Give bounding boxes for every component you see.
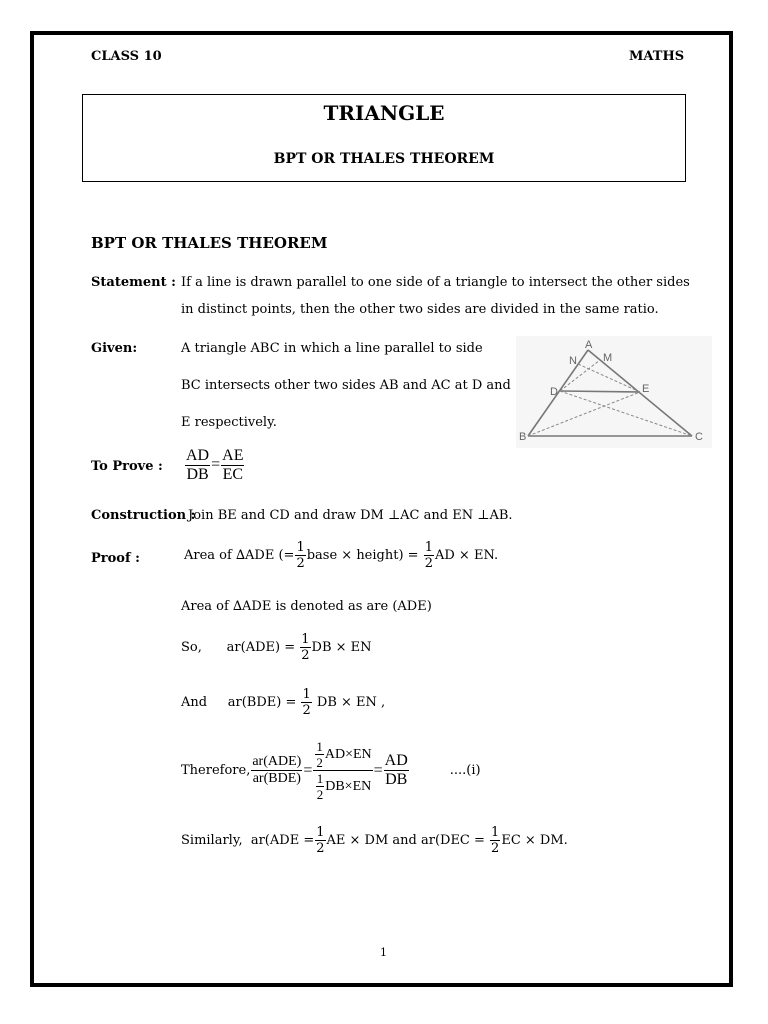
given-line-2: BC intersects other two sides AB and AC at D and <box>181 378 511 393</box>
point-e-label: E <box>642 383 650 395</box>
class-label: CLASS 10 <box>91 49 162 64</box>
proof-line-2: Area of ∆ADE is denoted as are (ADE) <box>181 599 432 614</box>
to-prove-label: To Prove : <box>91 459 163 474</box>
fraction-half: $\frac{1}{2}$ <box>301 632 310 663</box>
page-subtitle: BPT OR THALES THEOREM <box>273 151 495 167</box>
fraction-half: $\frac{1}{2}$ <box>424 540 433 571</box>
vertex-a-label: A <box>585 339 593 351</box>
statement-label: Statement : <box>91 275 176 290</box>
statement-line-2: in distinct points, then the other two sides are divided in the same ratio. <box>181 302 659 317</box>
page-title: TRIANGLE <box>323 101 445 125</box>
equation-tag: ....(i) <box>449 763 481 778</box>
fraction-area-expression: $\frac{1}{2}$ AD×EN $\frac{1}{2}$ DB×EN <box>313 740 372 801</box>
proof-label: Proof : <box>91 551 140 566</box>
point-n-label: N <box>569 355 577 367</box>
title-box <box>82 94 686 182</box>
fraction-ae-ec: $\frac{AE}{EC}$ <box>222 447 244 483</box>
proof-line-1: Area of ∆ADE (= $\frac{1}{2}$ base × height) = $\frac{1}{2}$ AD × EN. <box>184 540 499 571</box>
construction-label: Construction : <box>91 508 196 523</box>
given-line-3: E respectively. <box>181 415 277 430</box>
fraction-ad-db: $\frac{AD}{DB}$ <box>186 447 210 483</box>
given-line-1: A triangle ABC in which a line parallel to side <box>181 341 483 356</box>
fraction-half: $\frac{1}{2}$ <box>302 687 311 718</box>
point-d-label: D <box>550 386 558 398</box>
to-prove-equation: $\frac{AD}{DB}$ = $\frac{AE}{EC}$ <box>186 447 244 483</box>
fraction-ad-db-result: $\frac{AD}{DB}$ <box>384 752 408 788</box>
proof-line-3: So, ar(ADE) = $\frac{1}{2}$ DB × EN <box>181 632 372 663</box>
fraction-ar-ratio: $\frac{\text{ar(ADE)}}{\text{ar(BDE)}}$ <box>252 754 302 786</box>
statement-line-1: If a line is drawn parallel to one side of a triangle to intersect the other sides <box>181 275 690 290</box>
vertex-c-label: C <box>695 431 703 443</box>
fraction-half: $\frac{1}{2}$ <box>316 825 325 856</box>
construction-text: Join BE and CD and draw DM ⊥AC and EN ⊥AB. <box>188 508 513 523</box>
proof-line-5: Therefore, $\frac{\text{ar(ADE)}}{\text{ar(BDE)}}$ = $\frac{1}{2}$ AD×EN $\frac{1}{2}$ DB×EN = $\frac{AD}{DB}$ ....(i) <box>181 739 481 802</box>
triangle-diagram <box>516 336 712 448</box>
proof-line-4: And ar(BDE) = $\frac{1}{2}$ DB × EN , <box>181 687 386 718</box>
section-heading: BPT OR THALES THEOREM <box>91 234 328 252</box>
given-label: Given: <box>91 341 138 356</box>
fraction-half: $\frac{1}{2}$ <box>296 540 305 571</box>
fraction-half: $\frac{1}{2}$ <box>491 825 500 856</box>
proof-line-6: Similarly, ar(ADE = $\frac{1}{2}$ AE × DM and ar(DEC = $\frac{1}{2}$ EC × DM. <box>181 825 568 856</box>
vertex-b-label: B <box>519 431 527 443</box>
subject-label: MATHS <box>629 49 685 64</box>
point-m-label: M <box>603 352 613 364</box>
page-number: 1 <box>380 946 387 959</box>
